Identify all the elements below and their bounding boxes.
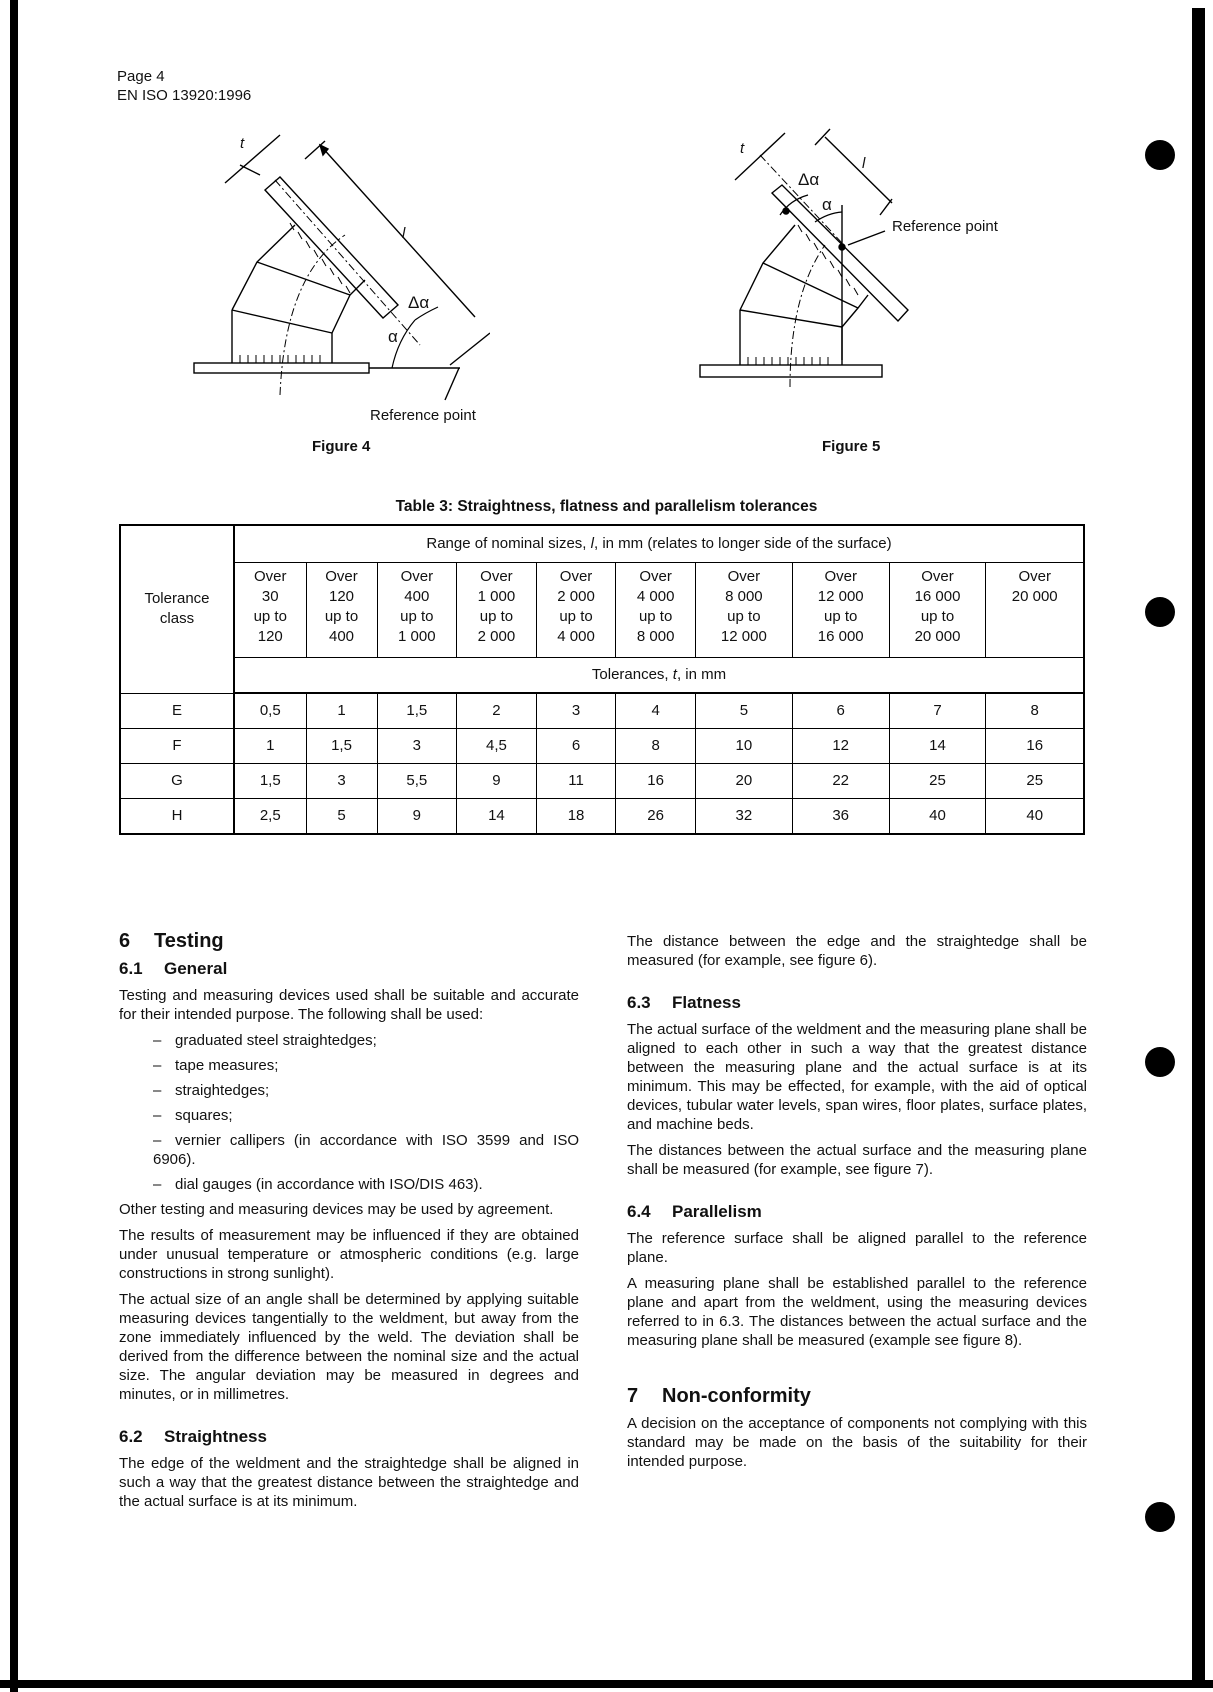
column-header: Over 400 up to 1 000 bbox=[377, 563, 457, 658]
punch-hole-2 bbox=[1145, 597, 1175, 627]
column-header: Over 12 000 up to 16 000 bbox=[792, 563, 889, 658]
punch-hole-4 bbox=[1145, 1502, 1175, 1532]
fig4-delta-alpha-label: Δα bbox=[408, 293, 430, 312]
section-7-heading: 7 Non-conformity bbox=[627, 1385, 811, 1407]
scan-edge-bottom bbox=[0, 1680, 1213, 1688]
standard-id: EN ISO 13920:1996 bbox=[117, 87, 252, 104]
tolerances-header-var: t bbox=[672, 666, 677, 683]
range-header-cell bbox=[234, 525, 1084, 563]
punch-hole-3 bbox=[1145, 1047, 1175, 1077]
table-row-f: F 1 1,5 3 4,5 6 8 10 12 14 16 bbox=[120, 729, 1084, 764]
section-6-1-p4: The actual size of an angle shall be determined by applying suitable measuring devices tangentially to the weldment, but away from the zone immediately influenced by the weld. The deviation shall be derived from the difference between the nominal size and the actual size. The angular deviation may be measured in degrees and minutes, or in millimetres. bbox=[119, 1291, 579, 1403]
section-6-heading: 6 Testing bbox=[119, 930, 224, 952]
column-header: Over 120 up to 400 bbox=[306, 563, 377, 658]
fig4-l-label: l bbox=[402, 225, 406, 242]
tolerance-class-header: Tolerance class bbox=[144, 590, 210, 628]
fig4-t-label: t bbox=[240, 135, 245, 152]
section-6-1-heading: 6.1 General bbox=[119, 959, 228, 978]
section-6-4-p2: A measuring plane shall be established parallel to the reference plane and apart from the weldment, using the measuring devices referred to in 6.3. The distances between the actual surface and the measuring plane shall be measured (example see figure 8). bbox=[627, 1275, 1087, 1349]
device-list bbox=[119, 1031, 579, 1194]
section-6-1-intro: Testing and measuring devices used shall be suitable and accurate for their intended purpose. The following shall be used: bbox=[119, 987, 579, 1023]
column-header: Over 30 up to 120 bbox=[234, 563, 306, 658]
column-header: Over 8 000 up to 12 000 bbox=[695, 563, 792, 658]
section-6-4-p1: The reference surface shall be aligned parallel to the reference plane. bbox=[627, 1230, 1087, 1266]
range-header-var: l bbox=[590, 535, 594, 552]
table-header-row-tolerances bbox=[120, 658, 1084, 694]
page-number: Page 4 bbox=[117, 68, 165, 85]
section-6-2-heading: 6.2 Straightness bbox=[119, 1427, 267, 1446]
table-row-e: E 0,5 1 1,5 2 3 4 5 6 7 8 bbox=[120, 693, 1084, 729]
section-6-4-heading: 6.4 Parallelism bbox=[627, 1202, 762, 1221]
range-header-text-2: , in mm (relates to longer side of the surface) bbox=[593, 535, 892, 552]
page-header bbox=[117, 67, 251, 105]
fig5-reference-point-label: Reference point bbox=[892, 218, 998, 235]
section-6-3-heading: 6.3 Flatness bbox=[627, 993, 741, 1012]
scan-edge-left bbox=[10, 0, 18, 1692]
figure-5-drawing bbox=[630, 115, 980, 415]
class-cell: H bbox=[120, 799, 234, 835]
figure-4-drawing bbox=[170, 115, 490, 415]
list-item: – straightedges; bbox=[153, 1082, 270, 1099]
range-header-text: Range of nominal sizes, bbox=[426, 535, 591, 552]
column-header: Over 2 000 up to 4 000 bbox=[536, 563, 616, 658]
section-6-2-p1: The edge of the weldment and the straightedge shall be aligned in such a way that the greatest distance between the straightedge and the actual surface is at its minimum. bbox=[119, 1455, 579, 1510]
section-6-1-p3: The results of measurement may be influenced if they are obtained under unusual temperature or atmospheric conditions (e.g. large constructions in strong sunlight). bbox=[119, 1227, 579, 1282]
section-6-2-p2: The distance between the edge and the straightedge shall be measured (for example, see figure 6). bbox=[627, 933, 1087, 969]
table-header-row-columns bbox=[120, 563, 1084, 658]
column-header: Over 4 000 up to 8 000 bbox=[616, 563, 696, 658]
table-row-g: G 1,5 3 5,5 9 11 16 20 22 25 25 bbox=[120, 764, 1084, 799]
section-6-3-p1: The actual surface of the weldment and the measuring plane shall be aligned to each other in such a way that the greatest distance between the measuring plane and the actual surface is at its minimum. This may be effected, for example, with the aid of optical devices, tubular water levels, span wires, floor plates, surface plates, and machine beds. bbox=[627, 1021, 1087, 1133]
tolerances-header-text-2: , in mm bbox=[676, 666, 727, 683]
tolerance-table bbox=[119, 524, 1085, 835]
list-item: – vernier callipers (in accordance with ISO 3599 and ISO 6906). bbox=[153, 1132, 579, 1168]
figure-4-caption: Figure 4 bbox=[312, 438, 371, 455]
scan-edge-right bbox=[1192, 8, 1205, 1686]
section-7-p1: A decision on the acceptance of components not complying with this standard may be made on the basis of the suitability for their intended purpose. bbox=[627, 1415, 1087, 1470]
table-header-row-range bbox=[120, 525, 1084, 563]
list-item: – squares; bbox=[153, 1107, 233, 1124]
list-item: – tape measures; bbox=[153, 1057, 279, 1074]
class-cell: G bbox=[120, 764, 234, 799]
class-cell: F bbox=[120, 729, 234, 764]
row-header-cell bbox=[120, 525, 234, 693]
fig4-reference-point-label: Reference point bbox=[370, 407, 476, 424]
section-6-1-p2: Other testing and measuring devices may be used by agreement. bbox=[119, 1201, 554, 1218]
right-column bbox=[627, 932, 1087, 1478]
section-6-3-p2: The distances between the actual surface and the measuring plane shall be measured (for example, see figure 7). bbox=[627, 1142, 1087, 1178]
column-header: Over 20 000 bbox=[986, 563, 1084, 658]
fig5-t-label: t bbox=[740, 140, 745, 157]
fig5-delta-alpha-label: Δα bbox=[798, 170, 820, 189]
column-header: Over 16 000 up to 20 000 bbox=[889, 563, 986, 658]
class-cell: E bbox=[120, 693, 234, 729]
punch-hole-1 bbox=[1145, 140, 1175, 170]
tolerances-header-text: Tolerances, bbox=[591, 666, 673, 683]
left-column bbox=[119, 932, 579, 1518]
fig5-alpha-label: α bbox=[822, 195, 832, 214]
list-item: – dial gauges (in accordance with ISO/DIS 463). bbox=[153, 1176, 483, 1193]
column-header: Over 1 000 up to 2 000 bbox=[457, 563, 537, 658]
fig5-l-label: l bbox=[862, 155, 866, 172]
figure-5-caption: Figure 5 bbox=[822, 438, 881, 455]
table-3-title: Table 3: Straightness, flatness and parallelism tolerances bbox=[395, 498, 818, 515]
tolerances-header-cell bbox=[234, 658, 1084, 694]
list-item: – graduated steel straightedges; bbox=[153, 1032, 377, 1049]
table-row-h: H 2,5 5 9 14 18 26 32 36 40 40 bbox=[120, 799, 1084, 835]
fig4-alpha-label: α bbox=[388, 327, 398, 346]
